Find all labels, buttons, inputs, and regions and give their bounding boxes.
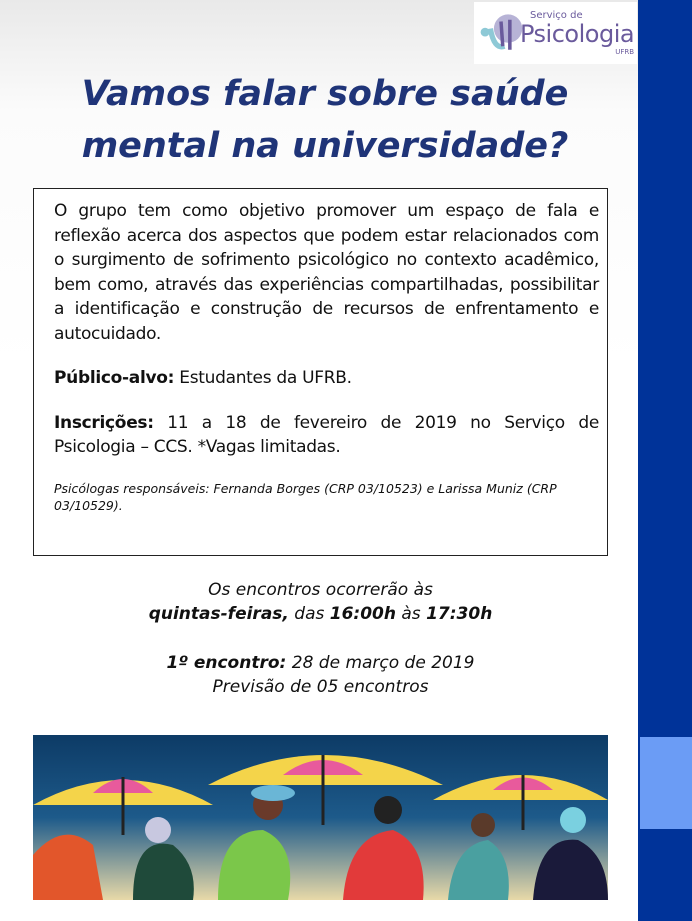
registration-label: Inscrições: — [54, 412, 154, 433]
logo-line2: Psicologia — [520, 20, 635, 48]
audience-value: Estudantes da UFRB. — [179, 368, 352, 388]
logo — [474, 2, 637, 64]
main-content — [33, 188, 608, 699]
description: O grupo tem como objetivo promover um espaço de fala e reflexão acerca dos aspectos que podem estar relacionados com o surgimento de sofrimento psicológico no contexto acadêmico, bem como, através das experiências compartilhadas, possibilitar a identificação e construção de recursos de enfrentamento e autocuidado. — [54, 201, 599, 344]
forecast: Previsão de 05 encontros — [212, 677, 429, 697]
first-meeting-line — [33, 651, 608, 675]
umbrella-illustration — [33, 735, 608, 900]
schedule-line2 — [33, 602, 608, 626]
logo-line1: Serviço de — [530, 10, 583, 21]
responsible: Psicólogas responsáveis: Fernanda Borges (CRP 03/10523) e Larissa Muniz (CRP 03/10529). — [54, 480, 557, 513]
logo-line3: UFRB — [615, 48, 635, 56]
info-box — [33, 188, 608, 556]
title-line2: mental na universidade? — [81, 126, 569, 166]
schedule — [33, 578, 608, 626]
first-date: 28 de março de 2019 — [291, 653, 475, 673]
schedule-from: das — [294, 604, 325, 624]
first-label: 1º encontro: — [166, 653, 287, 673]
schedule-start: 16:00h — [329, 604, 396, 624]
schedule-to: às — [401, 604, 421, 624]
schedule-line1: Os encontros ocorrerão às — [208, 580, 433, 600]
registration-value: 11 a 18 de fevereiro de 2019 no Serviço de Psicologia – CCS. *Vagas limitadas. — [54, 412, 599, 457]
psi-logo-icon — [478, 10, 524, 56]
right-accent-block — [640, 737, 692, 829]
audience — [54, 366, 599, 391]
schedule-end: 17:30h — [426, 604, 493, 624]
umbrella-people-icon — [33, 735, 608, 900]
first-meeting — [33, 651, 608, 699]
schedule-days: quintas-feiras, — [148, 604, 289, 624]
audience-label: Público-alvo: — [54, 368, 175, 388]
page-title — [60, 68, 590, 172]
registration — [54, 411, 599, 460]
logo-text — [520, 10, 634, 56]
title-line1: Vamos falar sobre saúde — [81, 74, 569, 114]
